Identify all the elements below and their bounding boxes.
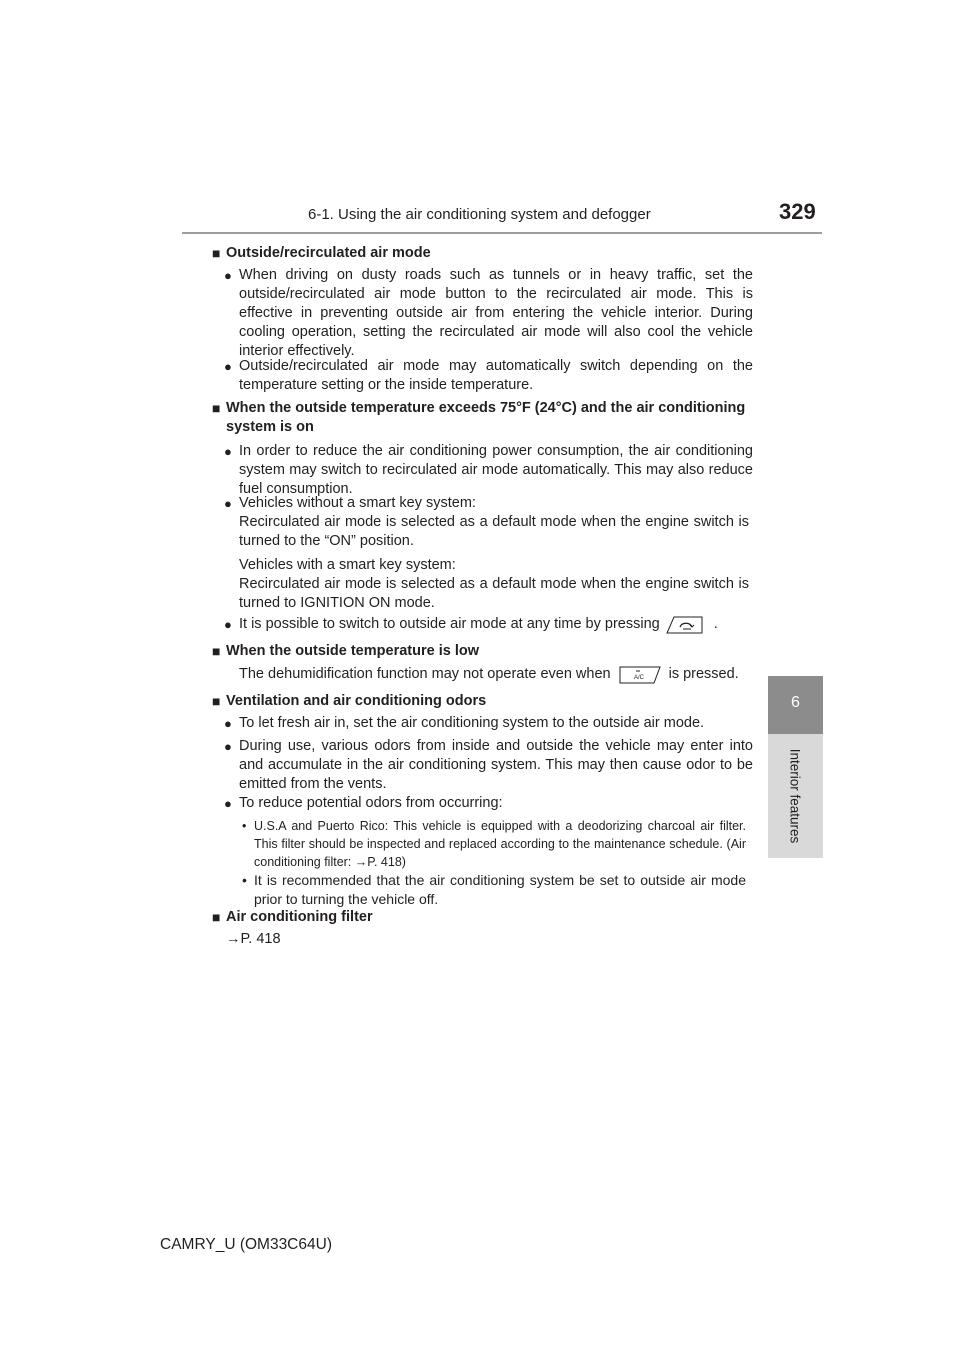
chapter-title: Interior features <box>787 748 803 844</box>
ac-button-icon <box>619 666 661 682</box>
circle-bullet-icon: ● <box>224 716 232 731</box>
header-divider <box>182 232 822 234</box>
page-number: 329 <box>779 199 816 224</box>
square-bullet-icon: ■ <box>212 643 221 659</box>
page-reference: →P. 418 <box>226 931 281 947</box>
paragraph: Vehicles with a smart key system: <box>239 557 456 573</box>
square-bullet-icon: ■ <box>212 400 221 416</box>
circle-bullet-icon: ● <box>224 359 232 374</box>
circle-bullet-icon: ● <box>224 268 232 283</box>
chapter-title-tab <box>768 734 823 858</box>
square-bullet-icon: ■ <box>212 693 221 709</box>
svg-text:A/C: A/C <box>633 675 644 682</box>
circle-bullet-icon: ● <box>224 617 232 632</box>
circle-bullet-icon: ● <box>224 796 232 811</box>
square-bullet-icon: ■ <box>212 245 221 261</box>
section-title: 6-1. Using the air conditioning system and defogger <box>308 206 651 223</box>
paragraph: Recirculated air mode is selected as a default mode when the engine switch is turned to IGNITION ON mode. <box>239 576 749 611</box>
paragraph: Recirculated air mode is selected as a default mode when the engine switch is turned to the “ON” position. <box>239 514 749 549</box>
model-code: CAMRY_U (OM33C64U) <box>160 1236 332 1253</box>
chapter-number-tab <box>768 676 823 734</box>
chapter-number: 6 <box>791 694 800 711</box>
recirculation-button-icon <box>666 616 708 632</box>
circle-bullet-icon: ● <box>224 444 232 459</box>
circle-bullet-icon: ● <box>224 496 232 511</box>
circle-bullet-icon: ● <box>224 739 232 754</box>
square-bullet-icon: ■ <box>212 909 221 925</box>
paragraph: The dehumidification function may not operate even when A/C is pressed. <box>239 666 739 682</box>
